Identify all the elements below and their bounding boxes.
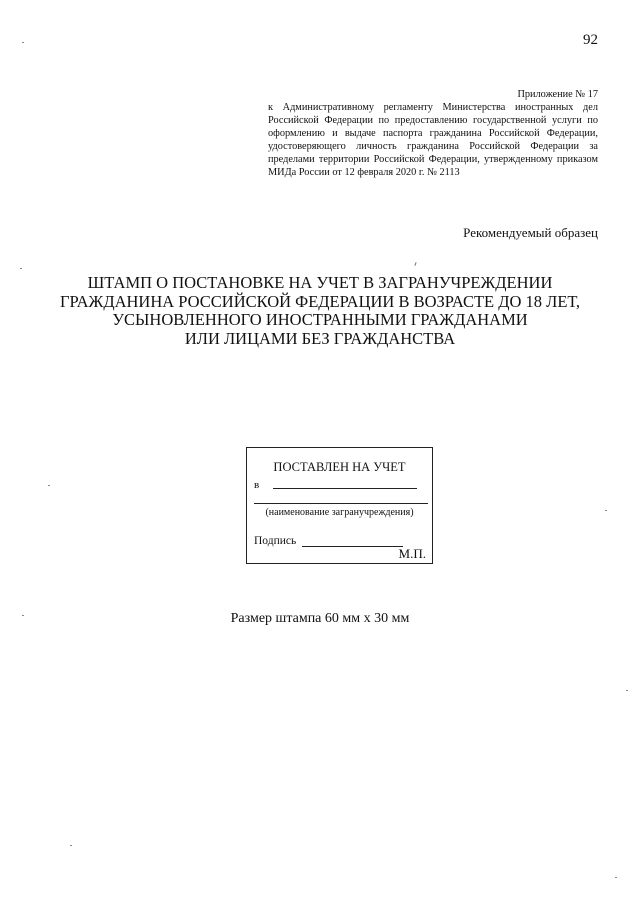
scan-speck [615,877,617,878]
appendix-title: Приложение № 17 [517,89,598,100]
scan-speck [70,845,72,846]
stamp-in-label: в [254,479,260,491]
heading-line: ГРАЖДАНИНА РОССИЙСКОЙ ФЕДЕРАЦИИ В ВОЗРАСТЕ ДО 18 ЛЕТ, [60,291,580,311]
appendix-text: к Административному регламенту Министерства иностранных дел Российской Федерации по предоставлению государственной услуги по оформлению и выдаче паспорта гражданина Российской Федерации, удостоверяющего личность гражданина Российской Федерации за пределами территории Российской Федерации, утвержденному приказом МИДа России от 12 февраля 2020 г. № 2113 [268,102,598,178]
scan-speck [414,262,416,266]
sample-label: Рекомендуемый образец [463,225,598,240]
stamp-size-note: Размер штампа 60 мм х 30 мм [230,611,410,626]
stamp-box [246,447,433,564]
signature-line [302,546,403,547]
heading-line: УСЫНОВЛЕННОГО ИНОСТРАННЫМИ ГРАЖДАНАМИ [112,310,528,329]
scan-speck [20,268,22,269]
scan-speck [22,615,24,616]
heading-line: ИЛИ ЛИЦАМИ БЕЗ ГРАЖДАНСТВА [184,328,456,348]
document-heading [60,274,580,348]
scan-speck [626,690,628,691]
stamp-title: ПОСТАВЛЕН НА УЧЕТ [273,460,406,474]
page-number: 92 [583,32,598,48]
scan-speck [605,510,607,511]
seal-label: М.П. [398,546,426,561]
stamp-caption: (наименование загранучреждения) [265,507,414,518]
institution-name-line-2 [254,503,428,504]
appendix-block [268,88,598,179]
scan-speck [22,42,24,43]
heading-line: ШТАМП О ПОСТАНОВКЕ НА УЧЕТ В ЗАГРАНУЧРЕЖДЕНИИ [87,273,553,292]
institution-name-line [273,488,417,489]
scan-speck [48,485,50,486]
signature-label: Подпись [254,535,297,547]
